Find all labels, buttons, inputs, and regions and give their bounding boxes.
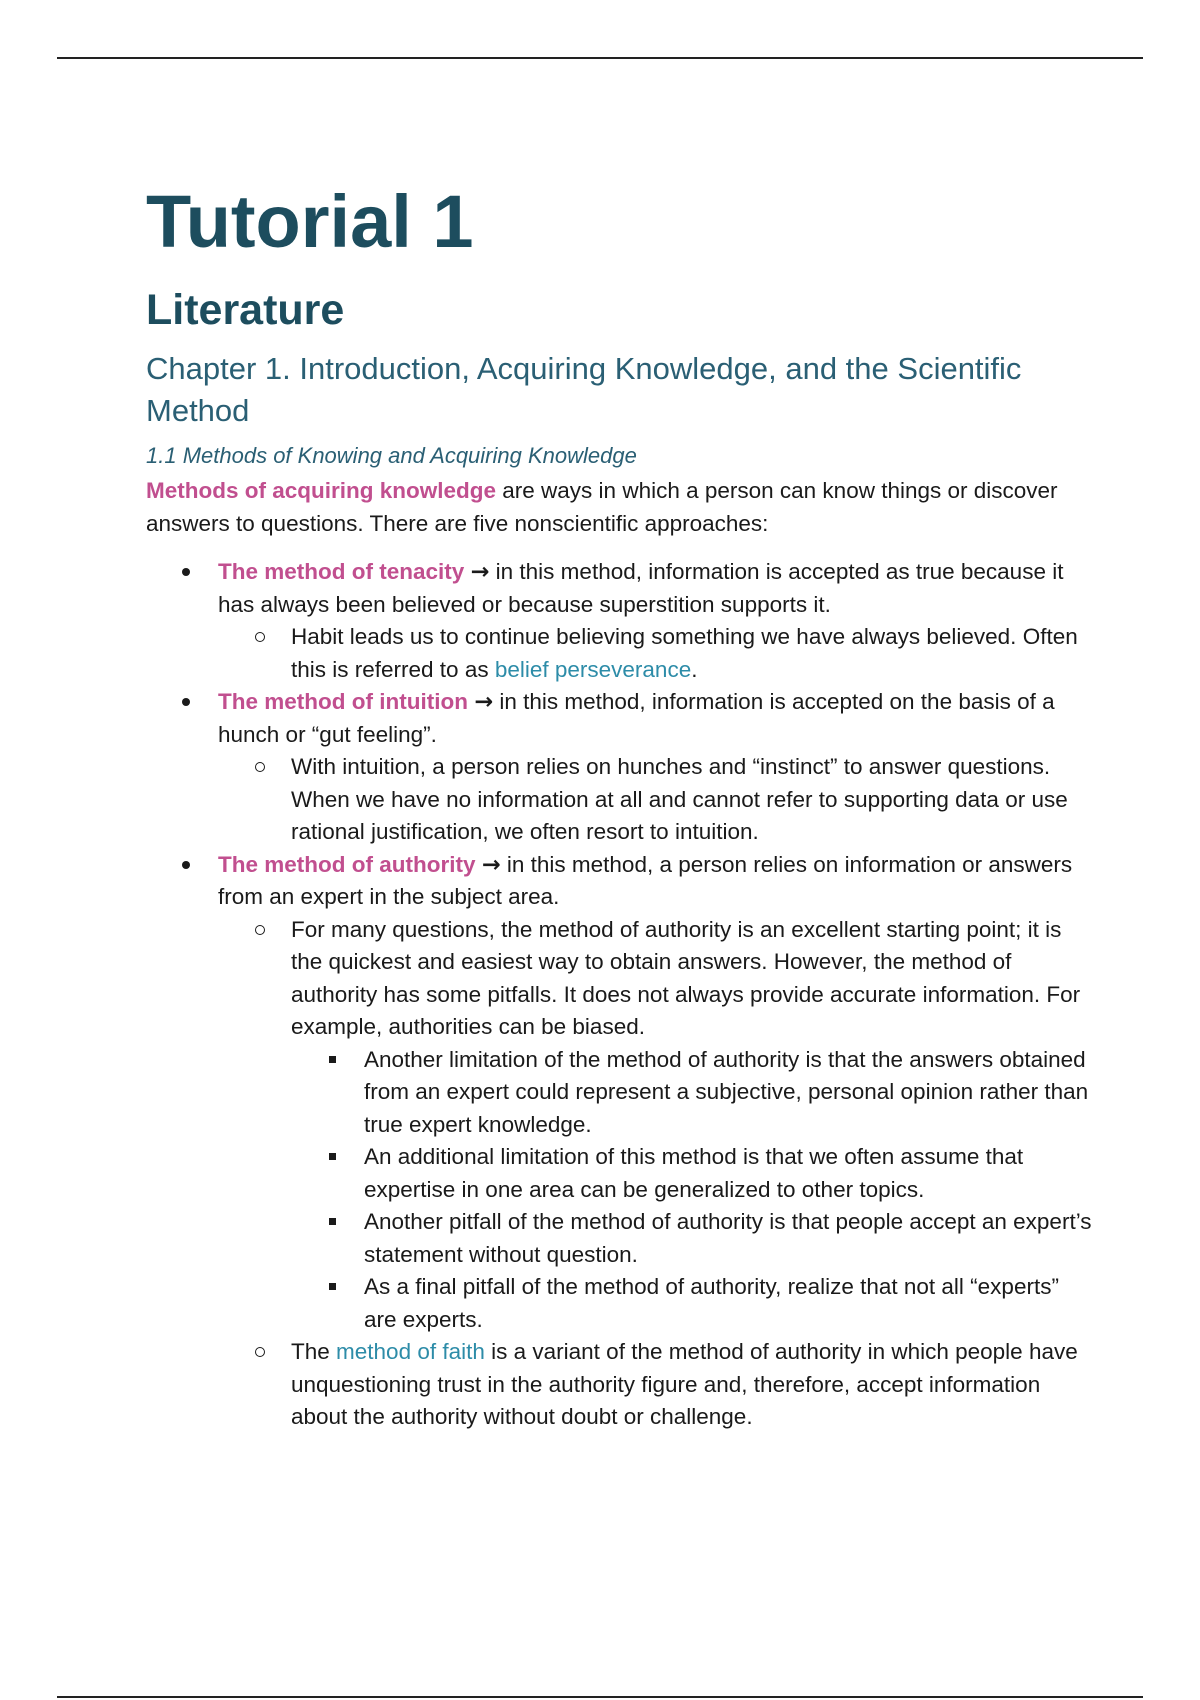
method-sublist xyxy=(218,621,1096,686)
pitfall-text: Another pitfall of the method of authority is that people accept an expert’s statement without question. xyxy=(364,1209,1092,1267)
method-term: The method of tenacity xyxy=(218,559,465,584)
method-term: The method of authority xyxy=(218,851,476,877)
subitem-text: The xyxy=(291,1339,337,1364)
subitem-text: For many questions, the method of authority is an excellent starting point; it is the quickest and easiest way to obtain answers. However, the method of authority has some pitfalls. It does not always provide accurate information. For example, authorities can be biased. xyxy=(291,916,1081,1039)
intro-text: are ways in which a person can know things or discover answers to questions. There are five nonscientific approaches: xyxy=(146,478,1058,536)
bullet-circle-icon xyxy=(255,925,265,935)
methods-list xyxy=(146,556,1096,1434)
pitfall-text: As a final pitfall of the method of authority, realize that not all “experts” are experts. xyxy=(364,1274,1059,1332)
intro-paragraph xyxy=(146,475,1096,540)
document-body xyxy=(146,180,1096,1434)
bullet-square-icon xyxy=(329,1056,336,1063)
method-text: in this method, information is accepted on the basis of a hunch or “gut feeling”. xyxy=(218,689,1055,747)
pitfall-text: Another limitation of the method of authority is that the answers obtained from an expert could represent a subjective, personal opinion rather than true expert knowledge. xyxy=(364,1046,1089,1137)
arrow-right-icon: → xyxy=(470,559,490,585)
bottom-rule xyxy=(57,1696,1143,1698)
method-text: in this method, a person relies on information or answers from an expert in the subject area. xyxy=(218,851,1073,909)
bullet-circle-icon xyxy=(255,762,265,772)
bullet-circle-icon xyxy=(255,1347,265,1357)
top-rule xyxy=(57,57,1143,59)
method-sublist xyxy=(218,751,1096,849)
pitfalls-list xyxy=(291,1044,1096,1337)
arrow-right-icon: → xyxy=(474,689,494,715)
bullet-square-icon xyxy=(329,1283,336,1290)
method-item-authority xyxy=(146,849,1096,1434)
pitfall-item xyxy=(291,1141,1096,1206)
bullet-disc-icon xyxy=(182,698,190,706)
pitfall-item xyxy=(291,1044,1096,1142)
pitfall-item xyxy=(291,1271,1096,1336)
subitem-text: Habit leads us to continue believing something we have always believed. Often this is referred to as xyxy=(291,624,1078,682)
method-item-intuition xyxy=(146,686,1096,849)
method-subitem xyxy=(218,621,1096,686)
key-term-method-of-faith: method of faith xyxy=(336,1339,485,1364)
bullet-square-icon xyxy=(329,1218,336,1225)
intro-term: Methods of acquiring knowledge xyxy=(146,478,497,503)
subitem-text-end: . xyxy=(691,656,698,682)
section-heading: Literature xyxy=(146,286,345,334)
subitem-text-end: is a variant of the method of authority in which people have unquestioning trust in the authority figure and, therefore, accept information about the authority without doubt or challenge. xyxy=(291,1339,1078,1429)
bullet-disc-icon xyxy=(182,568,190,576)
method-term: The method of intuition xyxy=(218,689,468,714)
subitem-text: With intuition, a person relies on hunches and “instinct” to answer questions. When we have no information at all and cannot refer to supporting data or use rational justification, we often resort to intuition. xyxy=(291,754,1068,844)
method-sublist xyxy=(218,914,1096,1434)
pitfall-item xyxy=(291,1206,1096,1271)
arrow-right-icon: → xyxy=(481,851,501,878)
bullet-circle-icon xyxy=(255,632,265,642)
method-text: in this method, information is accepted as true because it has always been believed or because superstition supports it. xyxy=(218,559,1064,617)
document-title: Tutorial 1 xyxy=(146,180,474,263)
subsection-heading: 1.1 Methods of Knowing and Acquiring Knowledge xyxy=(146,443,637,468)
chapter-heading: Chapter 1. Introduction, Acquiring Knowledge, and the Scientific Method xyxy=(146,351,1022,428)
bullet-square-icon xyxy=(329,1153,336,1160)
method-item-tenacity xyxy=(146,556,1096,686)
method-subitem xyxy=(218,914,1096,1337)
bullet-disc-icon xyxy=(182,861,190,869)
method-subitem xyxy=(218,751,1096,849)
pitfall-text: An additional limitation of this method is that we often assume that expertise in one area can be generalized to other topics. xyxy=(364,1144,1024,1202)
method-subitem xyxy=(218,1336,1096,1434)
key-term-belief-perseverance: belief perseverance xyxy=(494,656,692,682)
